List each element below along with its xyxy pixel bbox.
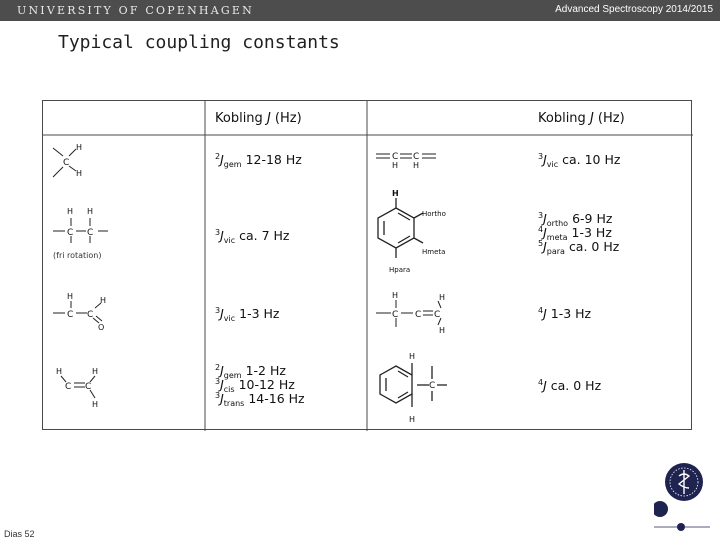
atom-label: H — [92, 367, 99, 376]
coupling-value: $^3J_{vic}$ 1-3 Hz — [215, 306, 280, 323]
seal-dot-large — [654, 501, 668, 517]
coupling-value: $^3J_{trans}$ 14-16 Hz — [215, 391, 305, 408]
atom-label: H — [67, 292, 74, 301]
atom-label: C — [415, 310, 422, 320]
coupling-value: $^5J_{para}$ ca. 0 Hz — [538, 239, 620, 256]
coupling-value: $^4J_{meta}$ 1-3 Hz — [538, 225, 612, 242]
atom-label: H — [392, 189, 399, 198]
proton-para-label: Hpara — [389, 266, 411, 274]
column-header-left: Kobling J (Hz) — [215, 111, 302, 126]
atom-label: H — [56, 367, 63, 376]
atom-label: O — [98, 323, 105, 332]
coupling-value: $^2J_{gem}$ 12-18 Hz — [215, 152, 302, 169]
coupling-value-cell — [215, 307, 279, 321]
atom-label: H — [76, 143, 83, 152]
coupling-table — [42, 100, 692, 430]
atom-label: H — [92, 400, 99, 409]
coupling-value-cell — [215, 153, 302, 167]
atom-label: C — [65, 382, 72, 392]
free-rotation-note: (fri rotation) — [53, 251, 102, 260]
coupling-value-cell — [538, 212, 619, 254]
coupling-value: $^3J_{ortho}$ 6-9 Hz — [538, 211, 613, 228]
atom-label: C — [392, 152, 399, 162]
structure-vicinal-free-rotation — [53, 218, 108, 243]
structure-vinyl-cis — [376, 154, 436, 158]
atom-label: H — [67, 207, 74, 216]
header-bar — [0, 0, 720, 21]
course-label: Advanced Spectroscopy 2014/2015 — [555, 4, 713, 15]
coupling-value-cell — [538, 379, 601, 393]
atom-label: C — [87, 310, 94, 320]
atom-label: C — [429, 381, 436, 391]
atom-label: H — [409, 415, 416, 424]
proton-ortho-label: Hortho — [422, 210, 446, 218]
atom-label: H — [439, 293, 446, 302]
atom-label: C — [413, 152, 420, 162]
proton-meta-label: Hmeta — [422, 248, 446, 256]
slide-title: Typical coupling constants — [58, 32, 340, 53]
structure-benzene-ring — [378, 198, 423, 258]
coupling-value: $^3J_{vic}$ ca. 10 Hz — [538, 152, 621, 169]
coupling-value-cell — [538, 307, 591, 321]
coupling-value-cell — [215, 364, 305, 406]
atom-label: C — [434, 310, 441, 320]
structure-benzylic — [380, 363, 447, 407]
atom-label: C — [392, 310, 399, 320]
atom-label: H — [439, 326, 446, 335]
column-header-right: Kobling J (Hz) — [538, 111, 625, 126]
coupling-value: $^3J_{cis}$ 10-12 Hz — [215, 377, 295, 394]
coupling-value: $^4$J ca. 0 Hz — [538, 378, 602, 393]
atom-label: H — [76, 169, 83, 178]
atom-label: C — [67, 228, 74, 238]
atom-label: H — [87, 207, 94, 216]
atom-label: C — [87, 228, 94, 238]
atom-label: H — [100, 296, 107, 305]
coupling-value: $^3J_{vic}$ ca. 7 Hz — [215, 228, 290, 245]
university-seal-logo — [654, 460, 710, 536]
atom-label: C — [63, 158, 70, 168]
atom-label: H — [413, 161, 420, 170]
structure-allylic — [376, 300, 441, 327]
atom-label: H — [409, 352, 416, 361]
structure-aldehyde — [53, 301, 102, 323]
coupling-value-cell — [538, 153, 620, 167]
atom-label: H — [392, 291, 399, 300]
atom-label: C — [85, 382, 92, 392]
coupling-value: $^2J_{gem}$ 1-2 Hz — [215, 363, 286, 380]
atom-label: H — [392, 161, 399, 170]
page-number: Dias 52 — [4, 529, 35, 539]
university-name: UNIVERSITY OF COPENHAGEN — [17, 4, 254, 17]
coupling-value-cell — [215, 229, 290, 243]
atom-label: C — [67, 310, 74, 320]
coupling-value: $^4$J 1-3 Hz — [538, 306, 592, 321]
